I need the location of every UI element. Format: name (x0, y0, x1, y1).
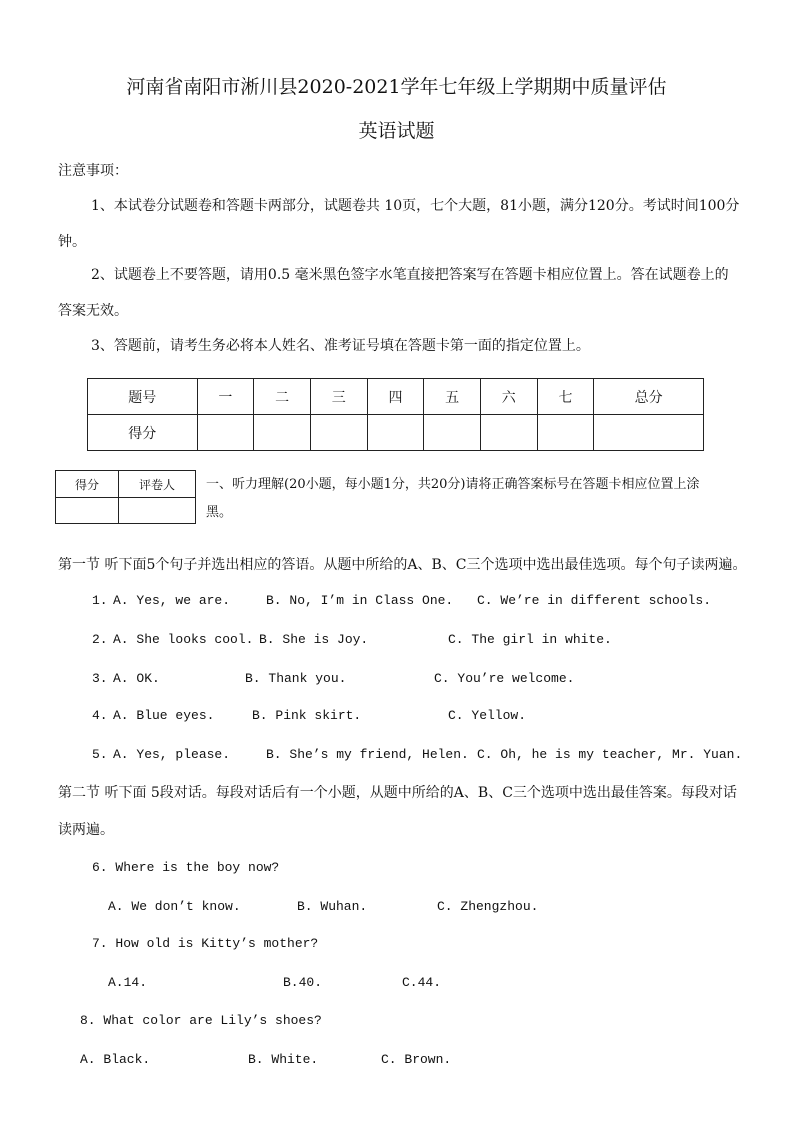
grader-name-label: 评卷人 (119, 471, 196, 498)
score-cell (254, 415, 311, 451)
note-1: 1、本试卷分试题卷和答题卡两部分，试题卷共 10页，七个大题，81小题，满分120分。考试时间100分 (91, 198, 740, 214)
grader-name-cell (119, 498, 196, 524)
note-3: 3、答题前，请考生务必将本人姓名、准考证号填在答题卡第一面的指定位置上。 (91, 338, 590, 354)
grader-score-label: 得分 (56, 471, 119, 498)
q4-option-b: B. Pink skirt. (252, 708, 362, 723)
q7-option-c: C.44. (402, 975, 442, 990)
q2-option-c: C. The girl in white. (448, 632, 612, 647)
q2-option-a: A. She looks cool. (113, 632, 254, 647)
part1-heading: 一、听力理解(20小题，每小题1分，共20分)请将正确答案标号在答题卡相应位置上涂 (206, 477, 700, 492)
q3-option-b: B. Thank you. (245, 671, 347, 686)
q1-number: 1. (92, 593, 108, 608)
score-header-cell: 一 (197, 379, 254, 415)
section2-heading-cont: 读两遍。 (58, 822, 114, 838)
q5-option-a: A. Yes, please. (113, 747, 231, 762)
notes-heading: 注意事项： (58, 163, 128, 179)
q4-option-a: A. Blue eyes. (113, 708, 215, 723)
score-header-cell: 题号 (88, 379, 198, 415)
score-table (87, 378, 704, 451)
score-header-cell: 总分 (594, 379, 704, 415)
grader-table (55, 470, 196, 524)
score-cell (367, 415, 424, 451)
section1-heading: 第一节 听下面5个句子并选出相应的答语。从题中所给的A、B、C三个选项中选出最佳选项。每个句子读两遍。 (58, 557, 747, 573)
note-1-cont: 钟。 (58, 234, 86, 250)
q7-option-a: A.14. (108, 975, 148, 990)
section2-heading: 第二节 听下面 5段对话。每段对话后有一个小题，从题中所给的A、B、C三个选项中选出最佳答案。每段对话 (58, 785, 737, 801)
q7-stem: 7. How old is Kitty’s mother? (92, 936, 319, 951)
exam-subtitle: 英语试题 (358, 120, 435, 142)
q3-option-c: C. You’re welcome. (434, 671, 575, 686)
score-table-header-row (88, 379, 704, 415)
score-cell (480, 415, 537, 451)
score-cell (197, 415, 254, 451)
q3-number: 3. (92, 671, 108, 686)
note-2: 2、试题卷上不要答题，请用0.5 毫米黑色签字水笔直接把答案写在答题卡相应位置上。答在试题卷上的 (91, 267, 729, 283)
q8-stem: 8. What color are Lily’s shoes? (80, 1013, 322, 1028)
q4-number: 4. (92, 708, 108, 723)
q6-option-a: A. We don’t know. (108, 899, 241, 914)
q5-option-c: C. Oh, he is my teacher, Mr. Yuan. (477, 747, 743, 762)
q8-option-c: C. Brown. (381, 1052, 452, 1067)
grader-score-cell (56, 498, 119, 524)
part1-heading-cont: 黑。 (206, 505, 233, 520)
q1-option-c: C. We’re in different schools. (477, 593, 712, 608)
score-header-cell: 七 (537, 379, 594, 415)
q6-option-b: B. Wuhan. (297, 899, 368, 914)
score-cell (537, 415, 594, 451)
q5-number: 5. (92, 747, 108, 762)
q6-option-c: C. Zhengzhou. (437, 899, 539, 914)
q1-option-b: B. No, I’m in Class One. (266, 593, 454, 608)
q8-option-a: A. Black. (80, 1052, 151, 1067)
score-header-cell: 五 (424, 379, 481, 415)
q4-option-c: C. Yellow. (448, 708, 527, 723)
q8-option-b: B. White. (248, 1052, 319, 1067)
score-cell (594, 415, 704, 451)
q2-number: 2. (92, 632, 108, 647)
score-table-score-row (88, 415, 704, 451)
score-cell (424, 415, 481, 451)
q7-option-b: B.40. (283, 975, 323, 990)
q3-option-a: A. OK. (113, 671, 160, 686)
score-header-cell: 三 (310, 379, 367, 415)
q1-option-a: A. Yes, we are. (113, 593, 231, 608)
score-header-cell: 二 (254, 379, 311, 415)
q5-option-b: B. She’s my friend, Helen. (266, 747, 469, 762)
score-header-cell: 六 (480, 379, 537, 415)
exam-title: 河南省南阳市淅川县2020-2021学年七年级上学期期中质量评估 (126, 76, 667, 98)
score-row-label: 得分 (88, 415, 198, 451)
q2-option-b: B. She is Joy. (259, 632, 369, 647)
score-header-cell: 四 (367, 379, 424, 415)
q6-stem: 6. Where is the boy now? (92, 860, 280, 875)
note-2-cont: 答案无效。 (58, 303, 128, 319)
score-cell (310, 415, 367, 451)
